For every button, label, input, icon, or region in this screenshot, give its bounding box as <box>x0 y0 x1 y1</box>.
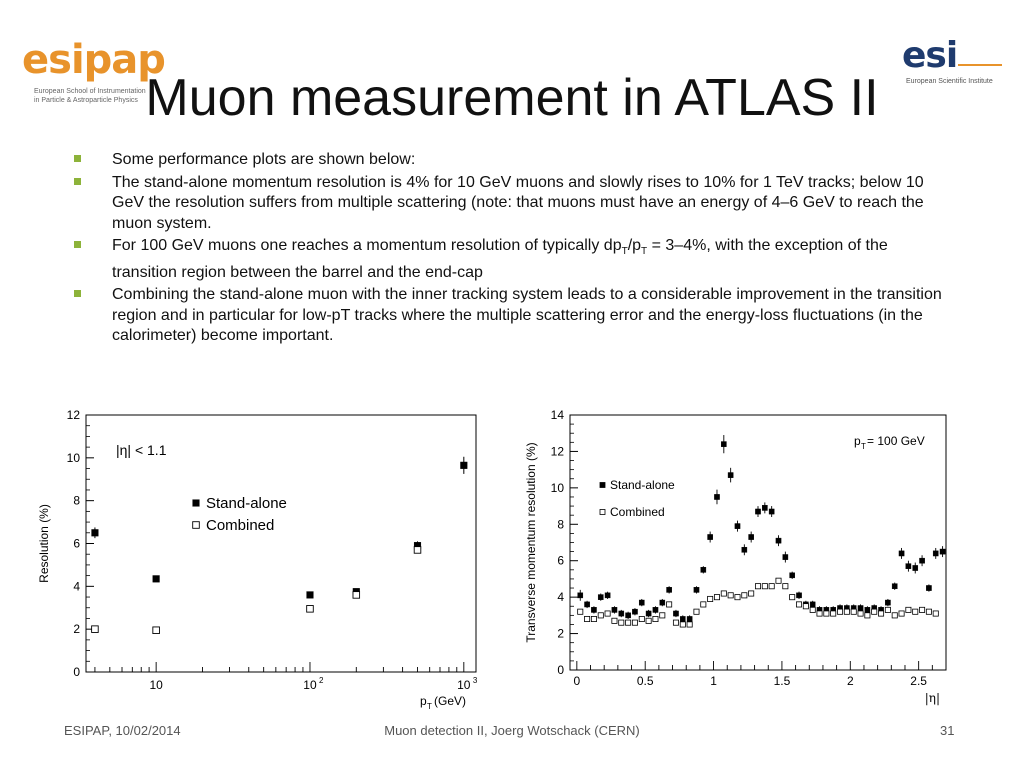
y-tick-label: 2 <box>557 626 564 641</box>
legend-label: Stand-alone <box>206 495 287 512</box>
standalone-point <box>762 505 767 510</box>
y-tick-label: 0 <box>557 663 564 677</box>
standalone-point <box>153 576 160 583</box>
x-tick-label: 1.5 <box>773 674 791 688</box>
y-tick-label: 2 <box>73 622 80 637</box>
combined-point <box>605 611 610 616</box>
standalone-point <box>858 605 863 610</box>
standalone-point <box>796 593 801 598</box>
x-tick-label: 0.5 <box>636 674 654 688</box>
standalone-point <box>307 592 314 599</box>
combined-point <box>755 584 760 589</box>
standalone-point <box>680 616 685 621</box>
standalone-point <box>619 611 624 616</box>
standalone-point <box>776 538 781 543</box>
standalone-point <box>461 462 468 469</box>
x-tick-label: 0 <box>573 674 581 688</box>
standalone-point <box>714 494 719 499</box>
esipap-logo-text: esipap <box>22 37 165 83</box>
combined-point <box>612 618 617 623</box>
x-axis-label-unit: (GeV) <box>434 694 467 708</box>
combined-point <box>906 607 911 612</box>
y-axis-label: Transverse momentum resolution (%) <box>524 442 538 643</box>
x-tick-label: 10 <box>303 678 317 692</box>
standalone-point <box>578 593 583 598</box>
x-axis-label: p <box>420 694 427 708</box>
plot-frame <box>570 415 946 670</box>
bullet-text-part: = 3–4%, with the exception of the transition region between the barrel and the end-cap <box>112 237 888 281</box>
combined-point <box>913 609 918 614</box>
combined-point <box>653 616 658 621</box>
legend-marker <box>600 510 605 515</box>
combined-point <box>810 607 815 612</box>
bullet-text-part: /p <box>627 237 642 254</box>
standalone-point <box>584 602 589 607</box>
combined-point <box>673 620 678 625</box>
standalone-point <box>749 534 754 539</box>
combined-point <box>776 578 781 583</box>
combined-point <box>598 613 603 618</box>
footer-page-number: 31 <box>940 723 955 738</box>
standalone-point <box>646 611 651 616</box>
combined-point <box>762 584 767 589</box>
combined-point <box>837 609 842 614</box>
y-tick-label: 14 <box>550 408 564 422</box>
standalone-point <box>626 613 631 618</box>
x-axis-label-subscript: T <box>427 702 432 711</box>
y-tick-label: 12 <box>550 444 564 459</box>
standalone-point <box>933 551 938 556</box>
standalone-point <box>926 585 931 590</box>
bullet-square-icon <box>74 178 81 185</box>
combined-point <box>919 607 924 612</box>
combined-point <box>892 613 897 618</box>
y-tick-label: 4 <box>73 579 80 594</box>
combined-point <box>831 611 836 616</box>
pt-annotation: p <box>854 434 861 448</box>
esi-logo-subtitle: European Scientific Institute <box>906 78 993 85</box>
x-axis-label: |η| <box>924 691 940 705</box>
standalone-point <box>865 607 870 612</box>
standalone-point <box>913 565 918 570</box>
combined-point <box>714 595 719 600</box>
y-tick-label: 4 <box>557 590 564 605</box>
legend-marker <box>600 483 605 488</box>
x-tick-label-exponent: 3 <box>472 676 478 685</box>
standalone-point <box>667 587 672 592</box>
standalone-point <box>632 609 637 614</box>
y-tick-label: 12 <box>66 408 80 422</box>
slide-title: Muon measurement in ATLAS II <box>145 69 879 127</box>
standalone-point <box>885 600 890 605</box>
y-tick-label: 6 <box>557 553 564 568</box>
combined-point <box>769 584 774 589</box>
standalone-point <box>721 442 726 447</box>
combined-point <box>803 604 808 609</box>
standalone-point <box>783 554 788 559</box>
combined-point <box>844 609 849 614</box>
combined-point <box>885 607 890 612</box>
bullet-item <box>72 236 942 283</box>
standalone-point <box>790 573 795 578</box>
combined-point <box>660 613 665 618</box>
esi-logo-underline <box>958 64 1002 66</box>
standalone-point <box>735 524 740 529</box>
bullet-text: The stand-alone momentum resolution is 4% for 10 GeV muons and slowly rises to 10% for 1 TeV tracks; below 10 GeV the resolution suffers from multiple scattering (note: that muons must have an energy of 4–6 GeV to reach the muon system. <box>112 173 924 232</box>
resolution-vs-eta-chart <box>520 405 980 720</box>
standalone-point <box>701 567 706 572</box>
combined-point <box>667 602 672 607</box>
standalone-point <box>591 607 596 612</box>
footer-date: ESIPAP, 10/02/2014 <box>64 723 181 738</box>
eta-cut-annotation: |η| < 1.1 <box>116 442 167 458</box>
bullet-square-icon <box>74 290 81 297</box>
combined-point <box>680 622 685 627</box>
legend-label: Stand-alone <box>610 478 675 492</box>
combined-point <box>926 609 931 614</box>
combined-point <box>790 595 795 600</box>
combined-point <box>591 616 596 621</box>
pt-annotation-subscript: T <box>861 442 866 451</box>
standalone-point <box>810 602 815 607</box>
combined-point <box>872 609 877 614</box>
combined-point <box>817 611 822 616</box>
esi-logo-text: esi <box>902 35 958 76</box>
bullet-item <box>72 285 942 347</box>
standalone-point <box>899 551 904 556</box>
y-tick-label: 8 <box>73 493 80 508</box>
footer-title: Muon detection II, Joerg Wotschack (CERN) <box>384 723 640 738</box>
legend-label: Combined <box>206 517 275 534</box>
bullet-list <box>72 150 942 349</box>
standalone-point <box>940 549 945 554</box>
x-tick-label: 1 <box>710 674 717 688</box>
combined-point <box>749 591 754 596</box>
y-tick-label: 10 <box>550 480 564 495</box>
standalone-point <box>742 547 747 552</box>
standalone-point <box>92 529 99 536</box>
combined-point <box>353 592 360 599</box>
standalone-point <box>755 509 760 514</box>
combined-point <box>865 613 870 618</box>
combined-point <box>153 627 160 634</box>
standalone-point <box>687 616 692 621</box>
combined-point <box>858 611 863 616</box>
combined-point <box>735 595 740 600</box>
combined-point <box>728 593 733 598</box>
combined-point <box>639 616 644 621</box>
combined-point <box>646 618 651 623</box>
y-tick-label: 0 <box>73 665 80 679</box>
combined-point <box>701 602 706 607</box>
y-tick-label: 10 <box>66 450 80 465</box>
combined-point <box>933 611 938 616</box>
esipap-logo-subtitle-2: in Particle & Astroparticle Physics <box>34 97 138 104</box>
combined-point <box>783 584 788 589</box>
legend-marker <box>193 522 200 529</box>
standalone-point <box>694 587 699 592</box>
standalone-point <box>673 611 678 616</box>
combined-point <box>414 547 421 554</box>
combined-point <box>619 620 624 625</box>
standalone-point <box>598 595 603 600</box>
combined-point <box>742 593 747 598</box>
standalone-point <box>892 584 897 589</box>
x-tick-label: 10 <box>149 678 163 692</box>
y-tick-label: 8 <box>557 517 564 532</box>
bullet-item <box>72 150 942 171</box>
standalone-point <box>612 607 617 612</box>
combined-point <box>632 620 637 625</box>
esipap-logo-subtitle-1: European School of Instrumentation <box>34 88 146 95</box>
combined-point <box>626 620 631 625</box>
bullet-text-part: For 100 GeV muons one reaches a momentum resolution of typically dp <box>112 237 622 254</box>
combined-point <box>878 611 883 616</box>
combined-point <box>307 606 314 613</box>
standalone-point <box>728 473 733 478</box>
combined-point <box>694 609 699 614</box>
resolution-vs-pt-chart <box>30 405 490 720</box>
pt-annotation-value: = 100 GeV <box>867 434 925 448</box>
standalone-point <box>660 600 665 605</box>
bullet-text: Combining the stand-alone muon with the inner tracking system leads to a considerable improvement in the transition region and in particular for low-pT tracks where the multiple scattering error and the energy-loss fluctuations (in the calorimeter) become important. <box>112 286 942 345</box>
combined-point <box>578 609 583 614</box>
x-tick-label: 2.5 <box>910 674 927 688</box>
bullet-item <box>72 173 942 235</box>
x-tick-label-exponent: 2 <box>318 676 324 685</box>
bullet-subscript: T <box>641 246 648 258</box>
x-tick-label: 10 <box>457 678 471 692</box>
standalone-point <box>605 593 610 598</box>
combined-point <box>721 591 726 596</box>
combined-point <box>824 611 829 616</box>
standalone-point <box>708 534 713 539</box>
legend-label: Combined <box>610 505 665 519</box>
bullet-text: Some performance plots are shown below: <box>112 151 416 168</box>
combined-point <box>796 602 801 607</box>
combined-point <box>708 596 713 601</box>
combined-point <box>899 611 904 616</box>
legend-marker <box>193 500 200 507</box>
bullet-subscript: T <box>621 246 628 258</box>
standalone-point <box>919 558 924 563</box>
standalone-point <box>653 607 658 612</box>
combined-point <box>687 622 692 627</box>
standalone-point <box>639 600 644 605</box>
combined-point <box>851 609 856 614</box>
x-tick-label: 2 <box>846 674 854 688</box>
standalone-point <box>769 509 774 514</box>
y-axis-label: Resolution (%) <box>37 504 51 583</box>
standalone-point <box>906 564 911 569</box>
bullet-square-icon <box>74 155 81 162</box>
combined-point <box>92 626 99 633</box>
bullet-square-icon <box>74 241 81 248</box>
combined-point <box>584 616 589 621</box>
y-tick-label: 6 <box>73 536 80 551</box>
